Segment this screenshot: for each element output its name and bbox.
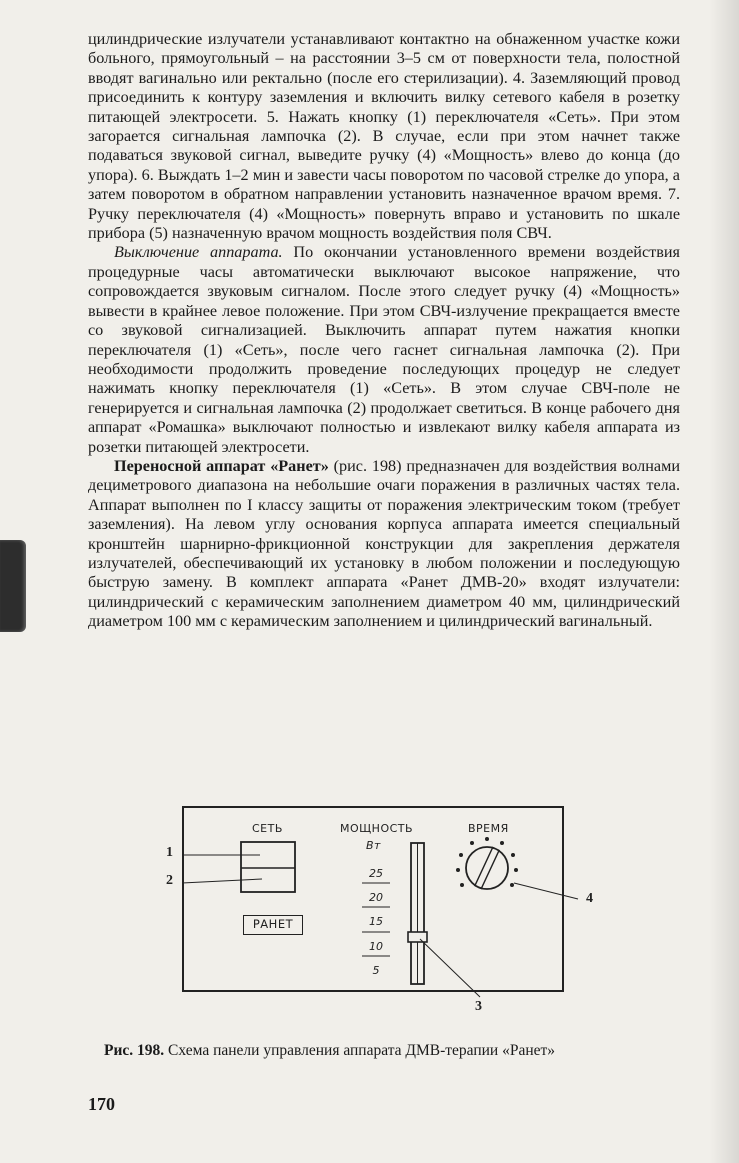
paragraph-3-body: (рис. 198) предназначен для воздействия волнами дециметрового диапазона на небольшие очаги поражения в различных частях тела. Аппарат выполнен по I классу защиты от поражения электрическим током (требует заземления). На левом углу основания корпуса аппарата имеется специальный кронштейн шарнирно-фрикционной конструкции для закрепления держателя излучателей, обеспечивающий их установку в любом положении и последующую быструю замену. В комплект аппарата «Ранет ДМВ-20» входят излучатели: цилиндрический с керамическим заполнением диаметром 40 мм, цилиндрический диаметром 100 мм с керамическим заполнением и цилиндрический вагинальный. bbox=[88, 456, 680, 631]
timer-dot bbox=[460, 883, 464, 887]
power-switch bbox=[241, 842, 295, 892]
timer-dot bbox=[485, 837, 489, 841]
callout-2: 2 bbox=[166, 873, 173, 888]
leader-line-4 bbox=[514, 883, 578, 899]
callout-1: 1 bbox=[166, 845, 173, 860]
leader-line-3 bbox=[420, 939, 480, 997]
paragraph-3-heading: Переносной аппарат «Ранет» bbox=[114, 456, 329, 475]
power-slider-knob bbox=[408, 932, 427, 942]
body-text bbox=[88, 30, 680, 632]
scale-15: 15 bbox=[369, 915, 383, 928]
timer-dot bbox=[511, 853, 515, 857]
scale-5: 5 bbox=[372, 964, 380, 977]
timer-dot bbox=[456, 868, 460, 872]
scale-25: 25 bbox=[369, 867, 383, 880]
timer-dot bbox=[459, 853, 463, 857]
label-unit: Вт bbox=[366, 839, 381, 852]
timer-dial-circle bbox=[466, 847, 508, 889]
paragraph-1: цилиндрические излучатели устанавливают контактно на обнаженном участке кожи больного, прямоугольный – на расстоянии 3–5 см от поверхности тела, полостной вводят вагинально или ректально (после его стерилизации). 4. Заземляющий провод присоединить к контуру заземления и включить вилку сетевого кабеля в розетку питающей электросети. 5. Нажать кнопку (1) переключателя «Сеть». При этом загорается сигнальная лампочка (2). В случае, если при этом начнет также подаваться звуковой сигнал, выведите ручку (4) «Мощность» влево до конца (до упора). 6. Выждать 1–2 мин и завести часы поворотом по часовой стрелке до упора, а затем поворотом в обратном направлении установить назначенное врачом время. 7. Ручку переключателя (4) «Мощность» повернуть вправо и установить по шкале прибора (5) назначенную врачом мощность воздействия поля СВЧ. bbox=[88, 30, 680, 243]
page-tab-marker bbox=[0, 540, 26, 632]
page-number: 170 bbox=[88, 1094, 115, 1114]
page-edge-shadow bbox=[709, 0, 739, 1163]
timer-dot bbox=[514, 868, 518, 872]
control-panel-diagram bbox=[150, 805, 680, 1025]
leader-line-2 bbox=[182, 879, 262, 883]
callout-4: 4 bbox=[586, 891, 593, 906]
label-set: СЕТЬ bbox=[252, 822, 283, 835]
ranet-label-box: РАНЕТ bbox=[243, 915, 303, 935]
paragraph-2-body: По окончании установленного времени воздействия процедурные часы автоматически выключают высокое напряжение, что сопровождается звуковым сигналом. После этого следует ручку (4) «Мощность» вывести в крайнее левое положение. При этом СВЧ-излучение прекращается вместе со звуковой сигнализацией. Выключить аппарат путем нажатия кнопки переключателя (1) «Сеть», после чего гаснет сигнальная лампочка (2). При необходимости продолжить проведение последующих процедур не следует нажимать кнопку переключателя (1) «Сеть». В этом случае СВЧ-поле не генерируется и сигнальная лампочка (2) продолжает светиться. В конце рабочего дня аппарат «Ромашка» выключают полностью и извлекают вилку кабеля аппарата из розетки питающей электросети. bbox=[88, 243, 680, 456]
timer-dot bbox=[510, 883, 514, 887]
timer-dial bbox=[456, 837, 518, 889]
scale-10: 10 bbox=[369, 940, 383, 953]
scale-20: 20 bbox=[369, 891, 383, 904]
timer-dial-pointer bbox=[475, 847, 499, 888]
timer-dot bbox=[470, 841, 474, 845]
caption-number: Рис. 198. bbox=[104, 1042, 165, 1059]
paragraph-3 bbox=[88, 457, 680, 632]
control-panel-figure bbox=[150, 805, 680, 1025]
paragraph-2 bbox=[88, 243, 680, 456]
label-power: МОЩНОСТЬ bbox=[340, 822, 414, 835]
paragraph-2-heading: Выключение аппарата. bbox=[114, 243, 283, 262]
callout-3: 3 bbox=[475, 999, 482, 1014]
timer-dot bbox=[500, 841, 504, 845]
label-time: ВРЕМЯ bbox=[468, 822, 509, 835]
figure-caption bbox=[104, 1042, 694, 1060]
caption-text: Схема панели управления аппарата ДМВ-терапии «Ранет» bbox=[164, 1042, 556, 1059]
